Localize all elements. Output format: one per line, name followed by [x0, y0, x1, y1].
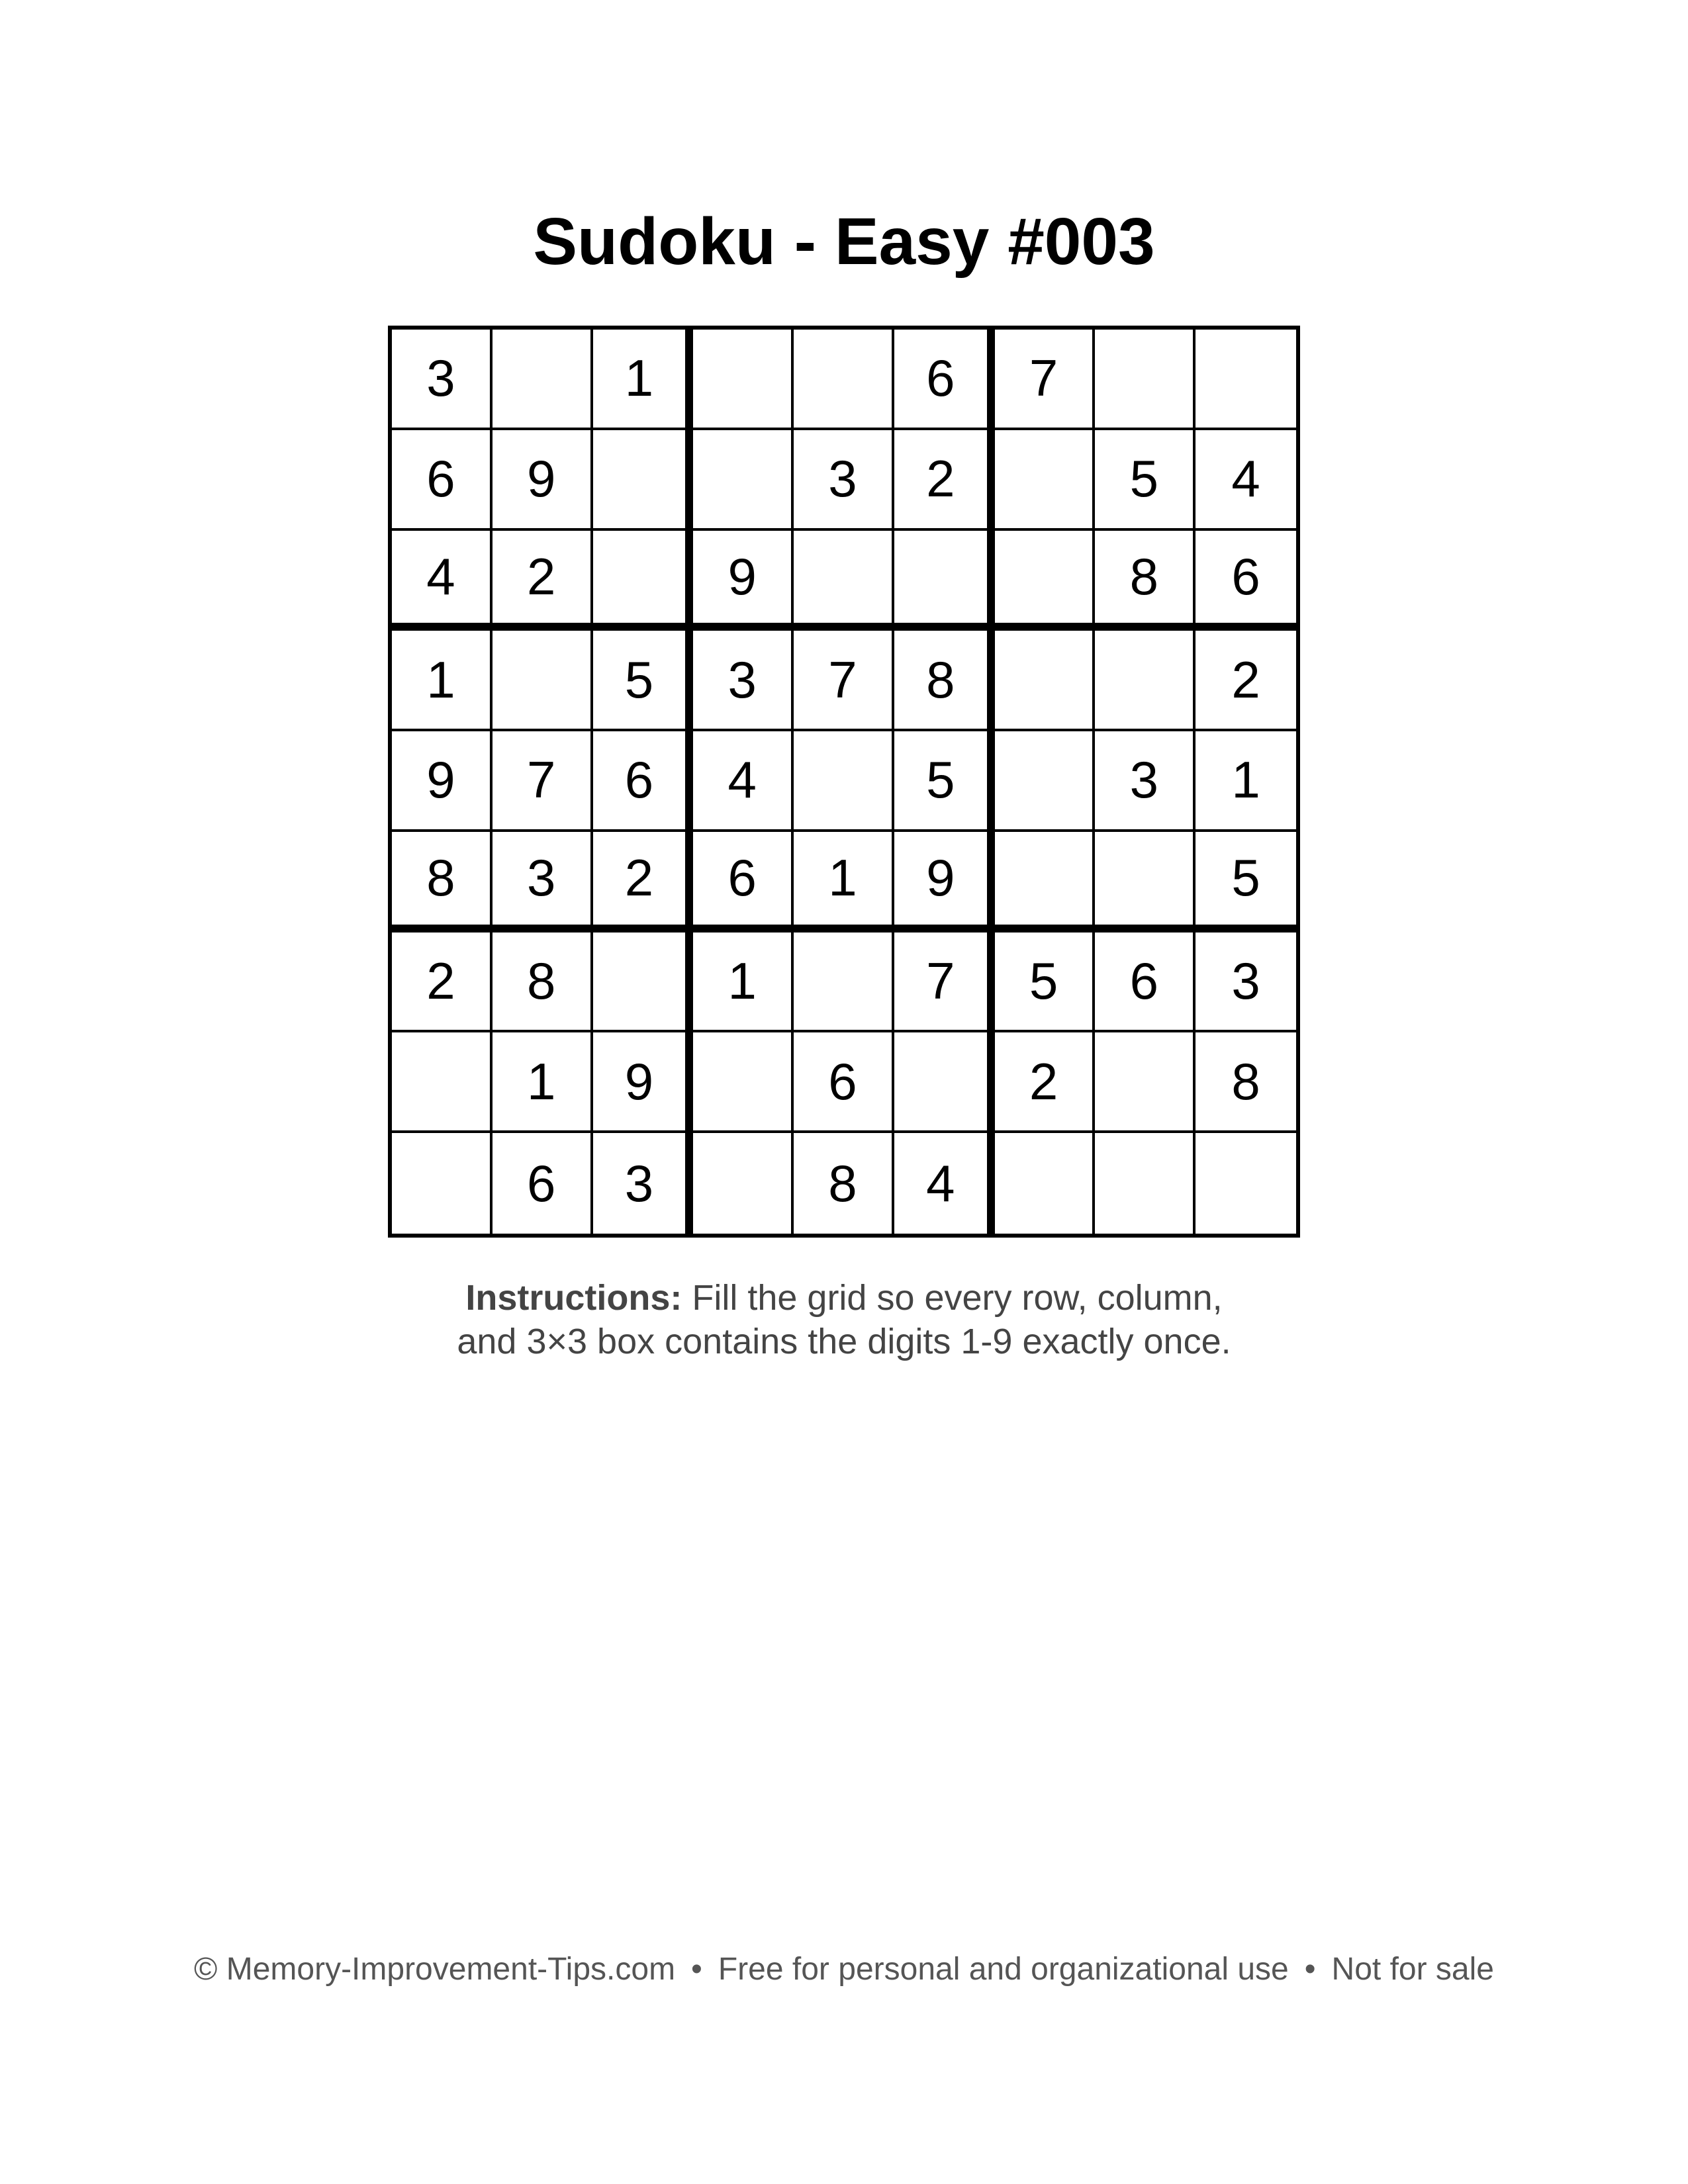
sudoku-cell-given[interactable]: 6	[492, 1133, 593, 1234]
sudoku-cell-given[interactable]: 6	[1196, 531, 1296, 631]
sudoku-grid	[388, 326, 1300, 1238]
sudoku-cell-empty[interactable]	[995, 1133, 1096, 1234]
sudoku-cell-given[interactable]: 7	[995, 330, 1096, 430]
sudoku-cell-given[interactable]: 5	[593, 631, 694, 731]
sudoku-cell-given[interactable]: 2	[894, 430, 995, 531]
instructions	[0, 1276, 1688, 1363]
instructions-label: Instructions:	[465, 1278, 682, 1318]
footer-license: Free for personal and organizational use	[718, 1952, 1289, 1987]
sudoku-cell-empty[interactable]	[995, 731, 1096, 832]
sudoku-cell-empty[interactable]	[1095, 1032, 1196, 1133]
sudoku-cell-given[interactable]: 3	[1196, 933, 1296, 1033]
sudoku-cell-given[interactable]: 4	[1196, 430, 1296, 531]
footer-separator: •	[1304, 1952, 1316, 1987]
instructions-line-2: and 3×3 box contains the digits 1-9 exactly once.	[457, 1322, 1231, 1361]
sudoku-cell-empty[interactable]	[794, 933, 894, 1033]
sudoku-cell-given[interactable]: 9	[593, 1032, 694, 1133]
sudoku-cell-empty[interactable]	[693, 1032, 794, 1133]
sudoku-cell-given[interactable]: 5	[995, 933, 1096, 1033]
sudoku-cell-empty[interactable]	[492, 631, 593, 731]
sudoku-cell-given[interactable]: 2	[593, 832, 694, 933]
sudoku-cell-given[interactable]: 1	[693, 933, 794, 1033]
sudoku-cell-given[interactable]: 9	[894, 832, 995, 933]
footer-separator: •	[691, 1952, 702, 1987]
sudoku-cell-given[interactable]: 3	[794, 430, 894, 531]
sudoku-cell-given[interactable]: 4	[894, 1133, 995, 1234]
sudoku-cell-given[interactable]: 1	[1196, 731, 1296, 832]
sudoku-cell-empty[interactable]	[593, 430, 694, 531]
sudoku-cell-empty[interactable]	[995, 631, 1096, 731]
sudoku-cell-empty[interactable]	[1095, 832, 1196, 933]
sudoku-cell-empty[interactable]	[1095, 1133, 1196, 1234]
sudoku-cell-empty[interactable]	[392, 1133, 492, 1234]
sudoku-cell-given[interactable]: 2	[392, 933, 492, 1033]
sudoku-board	[388, 326, 1300, 1238]
sudoku-cell-given[interactable]: 6	[693, 832, 794, 933]
sudoku-cell-given[interactable]: 3	[1095, 731, 1196, 832]
sudoku-cell-given[interactable]: 9	[693, 531, 794, 631]
sudoku-cell-empty[interactable]	[1196, 1133, 1296, 1234]
sudoku-cell-empty[interactable]	[995, 832, 1096, 933]
footer	[0, 1950, 1688, 1989]
sudoku-cell-empty[interactable]	[693, 430, 794, 531]
sudoku-cell-given[interactable]: 7	[492, 731, 593, 832]
sudoku-cell-empty[interactable]	[1095, 631, 1196, 731]
sudoku-cell-given[interactable]: 6	[794, 1032, 894, 1133]
sudoku-cell-empty[interactable]	[1095, 330, 1196, 430]
footer-not-for-sale: Not for sale	[1331, 1952, 1494, 1987]
sudoku-cell-given[interactable]: 1	[392, 631, 492, 731]
sudoku-cell-given[interactable]: 1	[492, 1032, 593, 1133]
sudoku-cell-empty[interactable]	[593, 531, 694, 631]
sudoku-cell-empty[interactable]	[794, 330, 894, 430]
sudoku-cell-given[interactable]: 8	[392, 832, 492, 933]
sudoku-cell-given[interactable]: 2	[492, 531, 593, 631]
sudoku-cell-empty[interactable]	[995, 531, 1096, 631]
sudoku-cell-given[interactable]: 1	[593, 330, 694, 430]
sudoku-cell-given[interactable]: 7	[794, 631, 894, 731]
sudoku-cell-empty[interactable]	[392, 1032, 492, 1133]
sudoku-cell-empty[interactable]	[794, 731, 894, 832]
sudoku-cell-empty[interactable]	[693, 330, 794, 430]
sudoku-cell-given[interactable]: 2	[995, 1032, 1096, 1133]
sudoku-cell-given[interactable]: 8	[492, 933, 593, 1033]
sudoku-cell-given[interactable]: 3	[492, 832, 593, 933]
sudoku-cell-given[interactable]: 3	[392, 330, 492, 430]
sudoku-cell-given[interactable]: 6	[392, 430, 492, 531]
sudoku-cell-empty[interactable]	[1196, 330, 1296, 430]
instructions-line-1: Fill the grid so every row, column,	[692, 1278, 1223, 1318]
sudoku-cell-empty[interactable]	[995, 430, 1096, 531]
sudoku-cell-given[interactable]: 5	[894, 731, 995, 832]
sudoku-cell-given[interactable]: 9	[492, 430, 593, 531]
sudoku-cell-given[interactable]: 8	[1196, 1032, 1296, 1133]
sudoku-cell-given[interactable]: 8	[1095, 531, 1196, 631]
sudoku-cell-given[interactable]: 4	[392, 531, 492, 631]
sudoku-cell-given[interactable]: 5	[1095, 430, 1196, 531]
sudoku-cell-empty[interactable]	[794, 531, 894, 631]
sudoku-cell-empty[interactable]	[894, 531, 995, 631]
sudoku-cell-given[interactable]: 2	[1196, 631, 1296, 731]
sudoku-cell-given[interactable]: 8	[894, 631, 995, 731]
sudoku-cell-given[interactable]: 7	[894, 933, 995, 1033]
sudoku-cell-given[interactable]: 1	[794, 832, 894, 933]
sudoku-cell-empty[interactable]	[693, 1133, 794, 1234]
sudoku-cell-given[interactable]: 4	[693, 731, 794, 832]
sudoku-cell-empty[interactable]	[492, 330, 593, 430]
sudoku-cell-empty[interactable]	[593, 933, 694, 1033]
page-title: Sudoku - Easy #003	[533, 205, 1155, 279]
sudoku-cell-given[interactable]: 5	[1196, 832, 1296, 933]
footer-copyright: © Memory-Improvement-Tips.com	[194, 1952, 676, 1987]
sudoku-cell-given[interactable]: 6	[1095, 933, 1196, 1033]
sudoku-cell-given[interactable]: 6	[894, 330, 995, 430]
sudoku-cell-given[interactable]: 8	[794, 1133, 894, 1234]
sudoku-cell-given[interactable]: 3	[593, 1133, 694, 1234]
sudoku-cell-given[interactable]: 9	[392, 731, 492, 832]
sudoku-cell-given[interactable]: 3	[693, 631, 794, 731]
sudoku-cell-empty[interactable]	[894, 1032, 995, 1133]
sudoku-cell-given[interactable]: 6	[593, 731, 694, 832]
